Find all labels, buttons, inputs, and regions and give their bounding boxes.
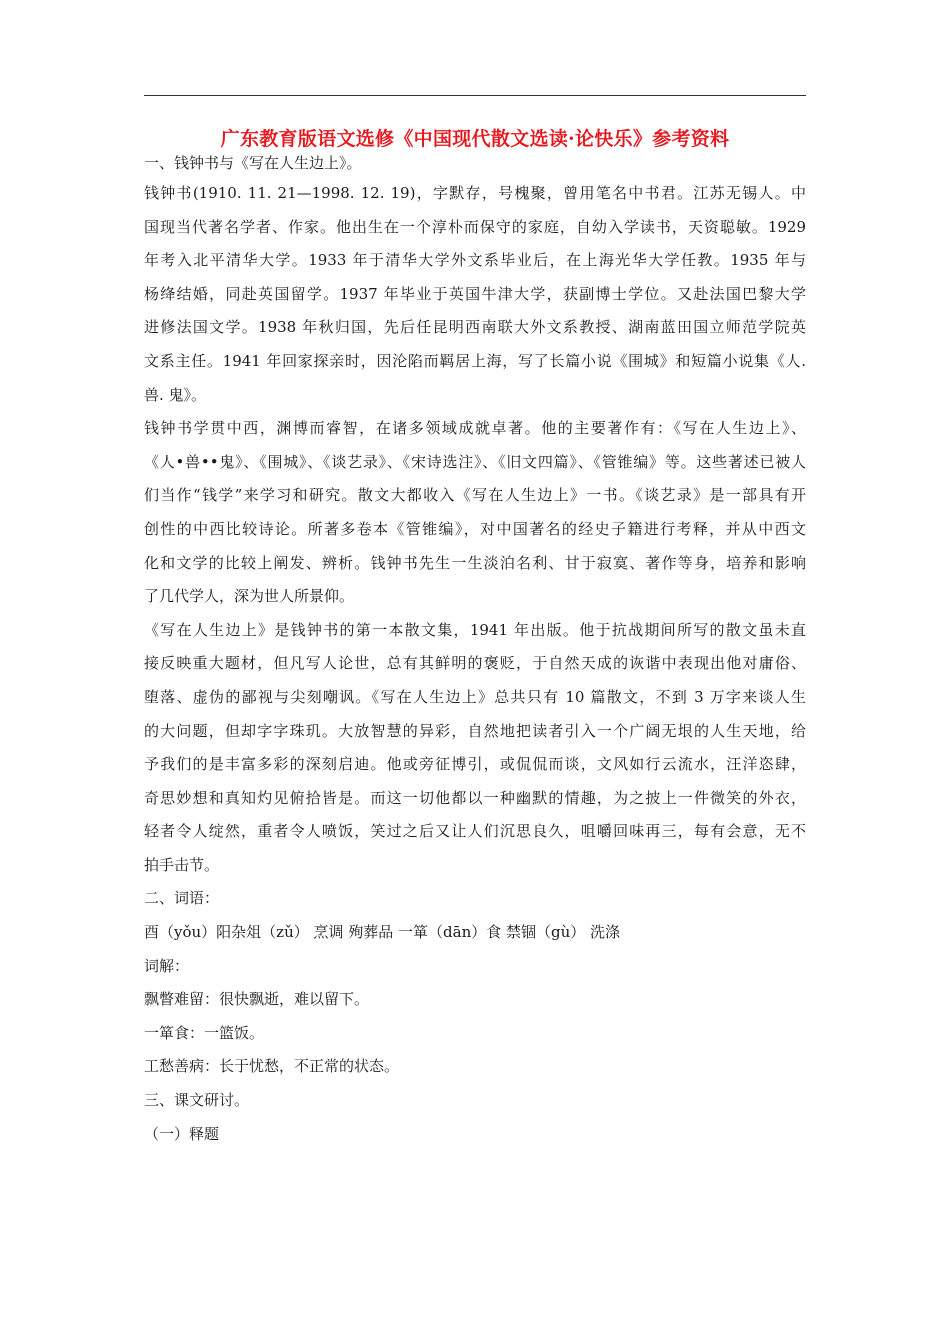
header-rule — [144, 95, 806, 96]
paragraph-line: 创性的中西比较诗论。所著多卷本《管锥编》，对中国著名的经史子籍进行考释，并从中西文 — [144, 519, 806, 538]
paragraph-line: 兽. 鬼》。 — [144, 385, 207, 404]
paragraph-line: 进修法国文学。1938 年秋归国，先后任昆明西南联大外文系教授、湖南蓝田国立师范学院英 — [144, 318, 806, 337]
paragraph-line: 化和文学的比较上阐发、辨析。钱钟书先生一生淡泊名利、甘于寂寞、著作等身，培养和影响 — [144, 553, 806, 572]
paragraph-line: 堕落、虚伪的鄙视与尖刻嘲讽。《写在人生边上》总共只有 10 篇散文，不到 3 万字来谈人生 — [144, 687, 806, 706]
paragraph-line: 钱钟书学贯中西，渊博而睿智，在诸多领域成就卓著。他的主要著作有：《写在人生边上》、 — [144, 419, 806, 438]
paragraph-biography — [144, 177, 806, 412]
paragraph-line: 钱钟书(1910. 11. 21—1998. 12. 19)，字默存，号槐聚，曾用笔名中书君。江苏无锡人。中 — [144, 184, 806, 202]
paragraph-line: 轻者令人绽然，重者令人喷饭，笑过之后又让人们沉思良久，咀嚼回味再三，每有会意，无不 — [144, 822, 806, 841]
section-heading-1: 一、钱钟书与《写在人生边上》。 — [144, 154, 362, 172]
document-title: 广东教育版语文选修《中国现代散文选读·论快乐》参考资料 — [220, 128, 730, 150]
glossary-item: 飘瞥难留：很快飘逝，难以留下。 — [144, 990, 370, 1009]
paragraph-line: 奇思妙想和真知灼见俯拾皆是。而这一切他都以一种幽默的情趣，为之披上一件微笑的外衣， — [144, 788, 806, 807]
paragraph-line: 《写在人生边上》是钱钟书的第一本散文集，1941 年出版。他于抗战期间所写的散文虽未直 — [144, 620, 806, 639]
paragraph-line: 的大问题，但却字字珠玑。大放智慧的异彩，自然地把读者引入一个广阔无垠的人生天地，给 — [144, 721, 806, 740]
subsection-heading: （一）释题 — [144, 1124, 220, 1143]
paragraph-works — [144, 412, 806, 614]
paragraph-essay-collection — [144, 614, 806, 883]
paragraph-line: 杨绛结婚，同赴英国留学。1937 年毕业于英国牛津大学，获副博士学位。又赴法国巴黎大学 — [144, 284, 806, 303]
paragraph-line: 了几代学人，深为世人所景仰。 — [144, 587, 355, 606]
paragraph-line: 予我们的是丰富多彩的深刻启迪。他或旁征博引，或侃侃而谈，文风如行云流水，汪洋恣肆， — [144, 755, 806, 774]
paragraph-line: 年考入北平清华大学。1933 年于清华大学外文系毕业后，在上海光华大学任教。1935 年与 — [144, 251, 806, 270]
paragraph-line: 文系主任。1941 年回家探亲时，因沦陷而羁居上海，写了长篇小说《围城》和短篇小说集《人. — [144, 351, 806, 370]
section-heading-3: 三、课文研讨。 — [144, 1091, 250, 1110]
paragraph-line: 《人•兽••鬼》、《围城》、《谈艺录》、《宋诗选注》、《旧文四篇》、《管锥编》等。这些著述已被人 — [144, 452, 806, 471]
paragraph-line: 接反映重大题材，但凡写人论世，总有其鲜明的褒贬，于自然天成的诙谐中表现出他对庸俗、 — [144, 654, 806, 673]
document-body — [144, 150, 806, 1151]
glossary-item: 一箪食：一篮饭。 — [144, 1023, 265, 1042]
section-heading-2: 二、词语： — [144, 889, 220, 908]
glossary-item: 工愁善病：长于忧愁，不正常的状态。 — [144, 1057, 400, 1076]
paragraph-line: 们当作“钱学”来学习和研究。散文大都收入《写在人生边上》一书。《谈艺录》是一部具有开 — [144, 486, 806, 505]
paragraph-line: 拍手击节。 — [144, 855, 220, 874]
paragraph-line: 国现当代著名学者、作家。他出生在一个淳朴而保守的家庭，自幼入学读书，天资聪敏。1929 — [144, 217, 806, 236]
glossary-heading: 词解： — [144, 956, 190, 975]
vocabulary-line: 酉（yǒu）阳杂俎（zǔ） 烹调 殉葬品 一箪（dān）食 禁锢（gù） 洗涤 — [144, 923, 621, 942]
